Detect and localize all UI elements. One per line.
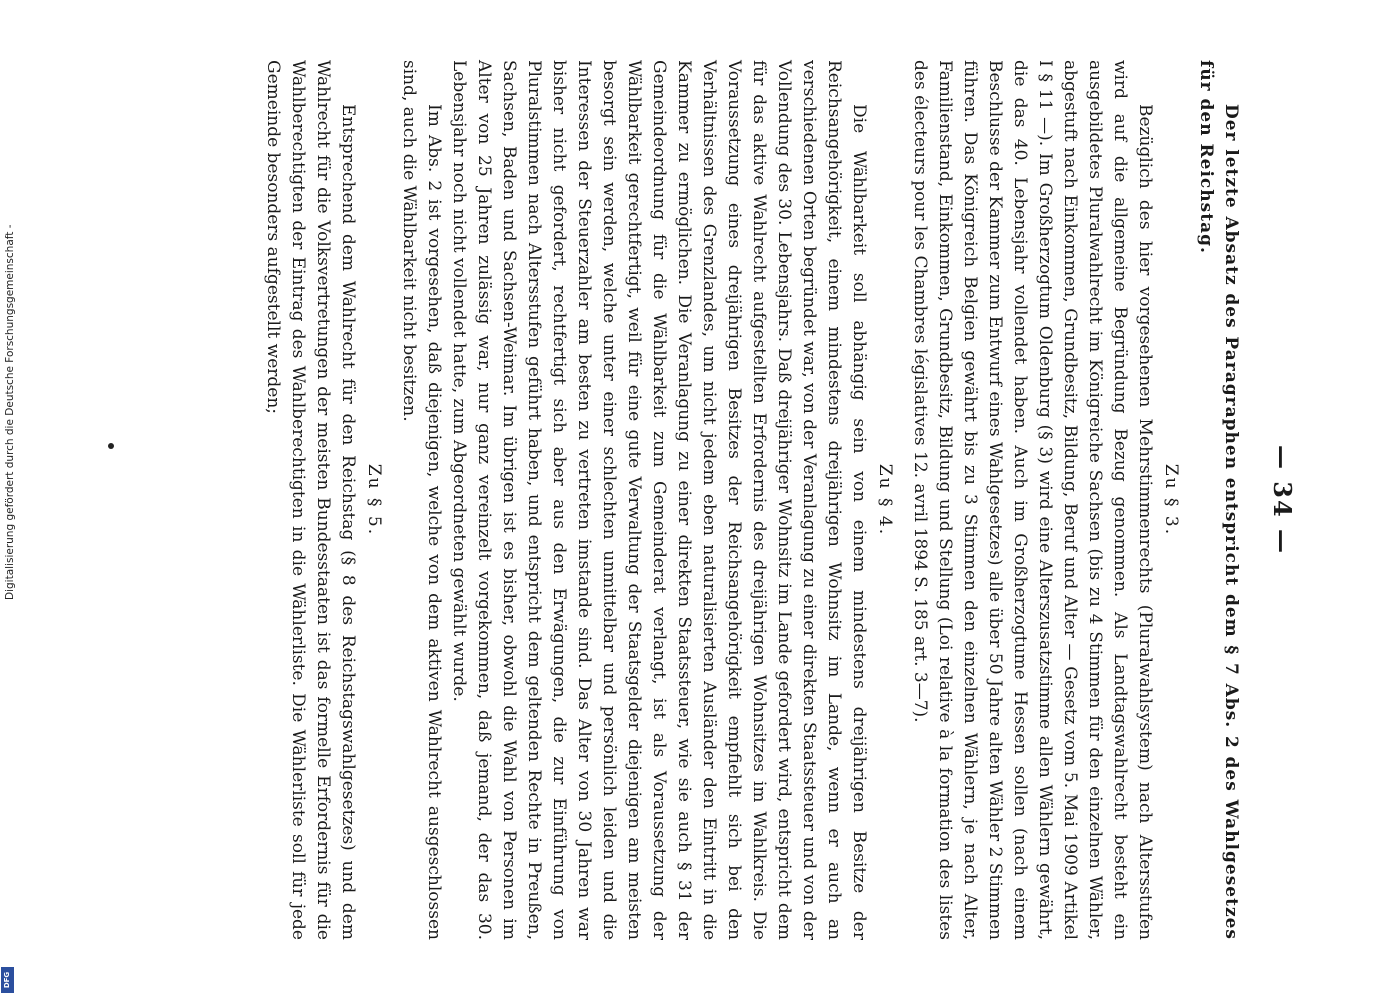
page-text xyxy=(260,60,1243,940)
digitization-credit: Digitalisierung gefördert durch die Deutsche Forschungsgemeinschaft - xyxy=(4,224,16,600)
section-3-paragraph: Bezüglich des hier vorgesehenen Mehrstimmenrechts (Pluralwahlsystem) nach Altersstufen wird auf die allgemeine Begründung Bezug genommen. Als Landtagswahlrecht besteht ein ausgebildetes Pluralwahlrecht im Königreiche Sachsen (bis zu 4 Stimmen für den einzelnen Wähler, abgestuft nach Einkommen, Grundbesitz, Bildung, Beruf und Alter — Gesetz vom 5. Mai 1909 Artikel I § 11 —). Im Großherzogtum Oldenburg (§ 3) wird eine Alterszusatzstimme allen Wählern gewährt, die das 40. Lebensjahr vollendet haben. Auch im Großherzogtume Hessen sollen (nach einem Beschlusse der Kammer zum Entwurf eines Wahlgesetzes) alle über 50 Jahre alten Wähler 2 Stimmen führen. Das Königreich Belgien gewährt bis zu 3 Stimmen den einzelnen Wählern, je nach Alter, Familienstand, Einkommen, Grundbesitz, Bildung und Stellung (Loi relative à la formation des listes des électeurs pour les Chambres législatives 12. avril 1894 S. 185 art. 3—7). xyxy=(910,60,1155,940)
section-heading-4: Zu § 4. xyxy=(875,463,895,537)
section-4-paragraph: Im Abs. 2 ist vorgesehen, daß diejenigen, welche von dem aktiven Wahlrecht ausgeschlossen sind, auch die Wählbarkeit nicht besitzen. xyxy=(399,60,444,940)
dfg-logo: DFG xyxy=(1,967,14,993)
section-heading-3: Zu § 3. xyxy=(1161,463,1181,537)
section-5-paragraph: Entsprechend dem Wahlrecht für den Reichstag (§ 8 des Reichstagswahlgesetzes) und dem Wahlrecht für die Volksvertretungen der meisten Bundesstaaten ist das formelle Erfordernis für die Wahlberechtigten der Eintrag des Wahlberechtigten in die Wählerliste. Die Wählerliste soll für jede Gemeinde besonders aufgestellt werden; xyxy=(263,60,358,940)
page-number: — 34 — xyxy=(1268,444,1297,556)
ink-speck xyxy=(108,443,114,449)
section-heading-5: Zu § 5. xyxy=(364,463,384,537)
intro-paragraph: Der letzte Absatz des Paragraphen entspricht dem § 7 Abs. 2 des Wahlgesetzes für den Reichstag. xyxy=(1196,60,1241,940)
section-4-paragraph: Die Wählbarkeit soll abhängig sein von einem mindestens dreijährigen Besitze der Reichsangehörigkeit, einem mindestens dreijährigen Wohnsitz im Lande, wenn er auch an verschiedenen Orten begründet war, von der Veranlagung zu einer direkten Staatssteuer und von der Vollendung des 30. Lebensjahrs. Daß dreijähriger Wohnsitz im Lande gefordert wird, entspricht dem für das aktive Wahlrecht aufgestellten Erfordernis des dreijährigen Wohnsitzes im Wahlkreis. Die Voraussetzung eines dreijährigen Besitzes der Reichsangehörigkeit empfiehlt sich bei den Verhältnissen des Grenzlandes, um nicht jedem eben naturalisierten Ausländer den Eintritt in die Kammer zu ermöglichen. Die Veranlagung zu einer direkten Staatssteuer, wie sie auch § 31 der Gemeindeordnung für die Wählbarkeit zum Gemeinderat verlangt, ist als Voraussetzung der Wählbarkeit gerechtfertigt, weil für eine gute Verwaltung der Staatsgelder diejenigen am meisten besorgt sein werden, welche unter einer schlechten unmittelbar und persönlich leiden und die Interessen der Steuerzahler am besten zu vertreten imstande sind. Das Alter von 30 Jahren war bisher nicht gefordert, rechtfertigt sich aber aus den Erwägungen, die zur Einführung von Pluralstimmen nach Altersstufen geführt haben, und entspricht dem geltenden Rechte in Preußen, Sachsen, Baden und Sachsen-Weimar. Im übrigen ist es bisher, obwohl die Wahl von Personen im Alter von 25 Jahren zulässig war, nur ganz vereinzelt vorgekommen, daß jemand, der das 30. Lebensjahr noch nicht vollendet hatte, zum Abgeordneten gewählt wurde. xyxy=(449,60,869,940)
